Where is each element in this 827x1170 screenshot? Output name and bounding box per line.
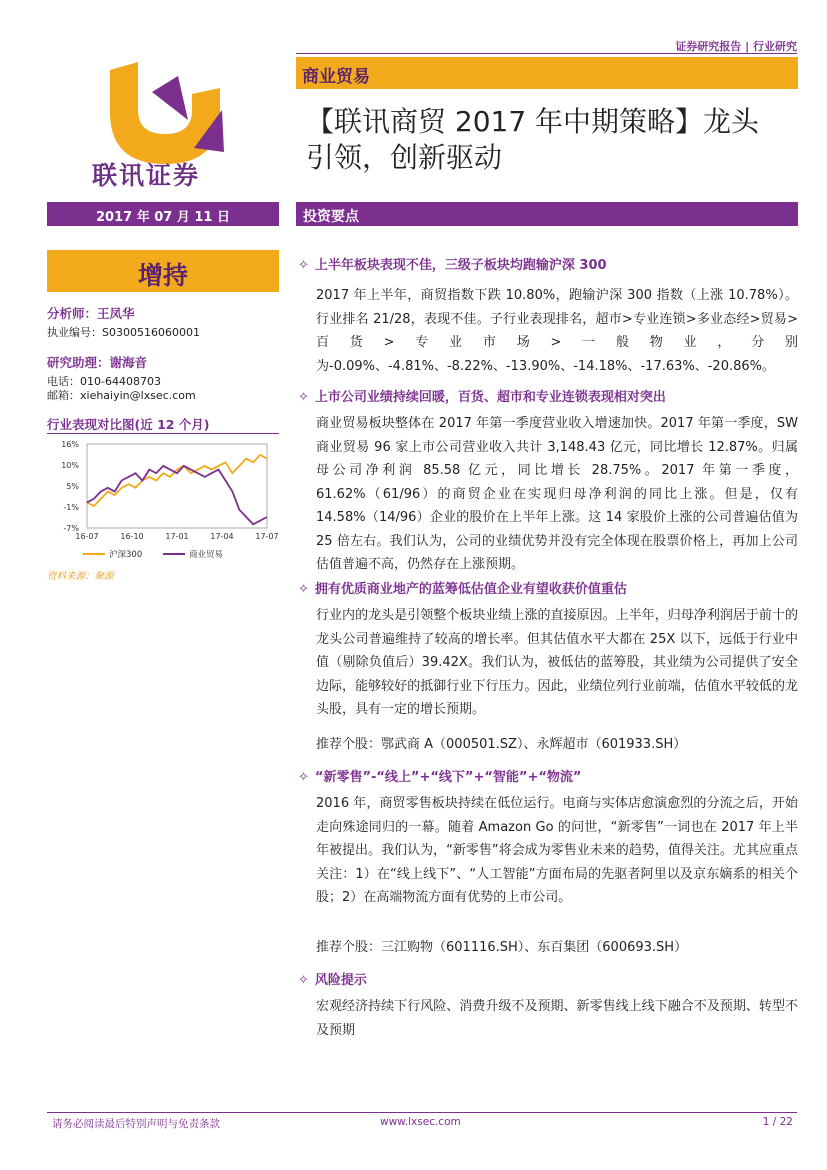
rating-label: 增持 xyxy=(137,261,188,290)
section-paragraph: 宏观经济持续下行风险、消费升级不及预期、新零售线上线下融合不及预期、转型不及预期 xyxy=(316,999,798,1038)
section-heading-text: 风险提示 xyxy=(314,973,367,988)
x-tick-label: 16-10 xyxy=(120,532,144,541)
x-tick-label: 17-01 xyxy=(165,532,189,541)
sector-label: 商业贸易 xyxy=(302,67,370,87)
section-heading xyxy=(298,969,367,988)
section-heading xyxy=(298,578,627,597)
section-heading-text: 上市公司业绩持续回暖，百货、超市和专业连锁表现相对突出 xyxy=(314,390,666,405)
section-paragraph: 2017 年上半年，商贸指数下跌 10.80%，跑输沪深 300 指数（上涨 10.78%）。行业排名 21/28，表现不佳。子行业表现排名，超市>专业连锁>多业态经>贸易>百货>专业市场>一般物业，分别为-0.09%、-4.81%、-8.22%、-13.90%、-14.18%、-17.63%、-20.86%。 xyxy=(316,288,798,374)
chart-title: 行业表现对比图(近 12 个月) xyxy=(47,417,210,432)
report-type-tag: 证券研究报告 | 行业研究 xyxy=(675,40,797,53)
report-date: 2017 年 07 月 11 日 xyxy=(96,210,230,225)
assistant-name: 研究助理：谢海音 xyxy=(47,355,148,370)
y-tick-label: 5% xyxy=(66,482,79,491)
y-tick-label: -7% xyxy=(63,524,79,533)
section-heading xyxy=(298,254,607,273)
y-tick-label: 10% xyxy=(61,461,79,470)
x-tick-label: 17-07 xyxy=(255,532,279,541)
report-title xyxy=(306,104,800,176)
website-link[interactable]: www.lxsec.com xyxy=(380,1116,461,1128)
section-paragraph: 2016 年，商贸零售板块持续在低位运行。电商与实体店愈演愈烈的分流之后，开始走向殊途同归的一幕。随着 Amazon Go 的问世，“新零售”一词也在 2017 年上半年被提出。我们认为，“新零售”将会成为零售业未来的趋势，值得关注。尤其应重点关注：1）在“线上线下”、“人工智能”方面布局的先驱者阿里以及京东嫡系的相关个股；2）在高端物流方面有优势的上市公司。 xyxy=(316,796,798,905)
plot-frame xyxy=(87,444,267,528)
brand-logo-text: 联讯证券 xyxy=(92,161,201,190)
header-rule xyxy=(296,53,797,54)
section-paragraph: 行业内的龙头是引领整个板块业绩上涨的直接原因。上半年，归母净利润居于前十的龙头公司普遍维持了较高的增长率。但其估值水平大都在 25X 以下，远低于行业中值（剔除负值后）39.42X。我们认为，被低估的蓝筹股，其业绩为公司提供了安全边际，能够较好的抵御行业下行压力。因此，业绩位列行业前端，估值水平较低的龙头股，具有一定的增长预期。 xyxy=(316,608,798,717)
diamond-bullet-icon: ✧ xyxy=(298,973,309,988)
legend-label-1: 商业贸易 xyxy=(189,550,224,560)
diamond-bullet-icon: ✧ xyxy=(298,390,309,405)
x-tick-label: 17-04 xyxy=(210,532,234,541)
sector-banner xyxy=(296,57,798,89)
section-heading xyxy=(298,766,581,785)
disclaimer-link[interactable]: 请务必阅读最后特别声明与免责条款 xyxy=(52,1118,220,1130)
y-tick-label: 16% xyxy=(61,440,79,449)
chart-rule xyxy=(47,433,279,434)
analyst-cert: 执业编号：S0300516060001 xyxy=(47,326,200,339)
x-tick-label: 16-07 xyxy=(75,532,99,541)
analyst-name: 分析师：王凤华 xyxy=(47,306,135,321)
section-paragraph: 商业贸易板块整体在 2017 年第一季度营业收入增速加快。2017 年第一季度，SW 商业贸易 96 家上市公司营业收入共计 3,148.43 亿元，同比增长 12.87%。归属母公司净利润 85.58 亿元，同比增长 28.75%。2017 年第一季度，61.62%（61/96）的商贸企业在实现归母净利润的同比上涨。但是，仅有 14.58%（14/96）企业的股价在上半年上涨。这 14 家股价上涨的公司普遍估值为 25 倍左右。我们认为，公司的业绩优势并没有完全体现在股票价格上，再加上公司估值普遍不高，仍然存在上涨预期。 xyxy=(316,416,798,572)
section-heading-text: “新零售”-“线上”+“线下”+“智能”+“物流” xyxy=(314,770,582,785)
title-line-1: 【联讯商贸 2017 年中期策略】龙头 xyxy=(306,105,760,138)
invest-banner xyxy=(296,202,798,226)
diamond-bullet-icon: ✧ xyxy=(298,770,309,785)
email-link[interactable]: 邮箱：xiehaiyin@lxsec.com xyxy=(47,389,196,402)
section-paragraph: 推荐个股：鄂武商 A（000501.SZ）、永辉超市（601933.SH） xyxy=(316,737,687,752)
section-paragraph: 推荐个股：三江购物（601116.SH）、东百集团（600693.SH） xyxy=(316,940,688,955)
series-line-0 xyxy=(87,455,267,506)
diamond-bullet-icon: ✧ xyxy=(298,258,309,273)
performance-chart xyxy=(47,436,279,568)
section-heading-text: 拥有优质商业地产的蓝筹低估值企业有望收获价值重估 xyxy=(314,582,627,597)
section-title: 投资要点 xyxy=(303,209,359,225)
section-heading xyxy=(298,386,666,405)
phone: 电话：010-64408703 xyxy=(47,375,161,388)
chart-source: 资料来源：聚源 xyxy=(47,571,114,582)
page-number: 1 / 22 xyxy=(762,1116,793,1128)
y-tick-label: -1% xyxy=(63,503,79,512)
diamond-bullet-icon: ✧ xyxy=(298,582,309,597)
legend-label-0: 沪深300 xyxy=(109,550,143,560)
title-line-2: 引领，创新驱动 xyxy=(306,141,503,174)
section-heading-text: 上半年板块表现不佳，三级子板块均跑输沪深 300 xyxy=(314,258,607,273)
footer-rule xyxy=(47,1112,797,1113)
